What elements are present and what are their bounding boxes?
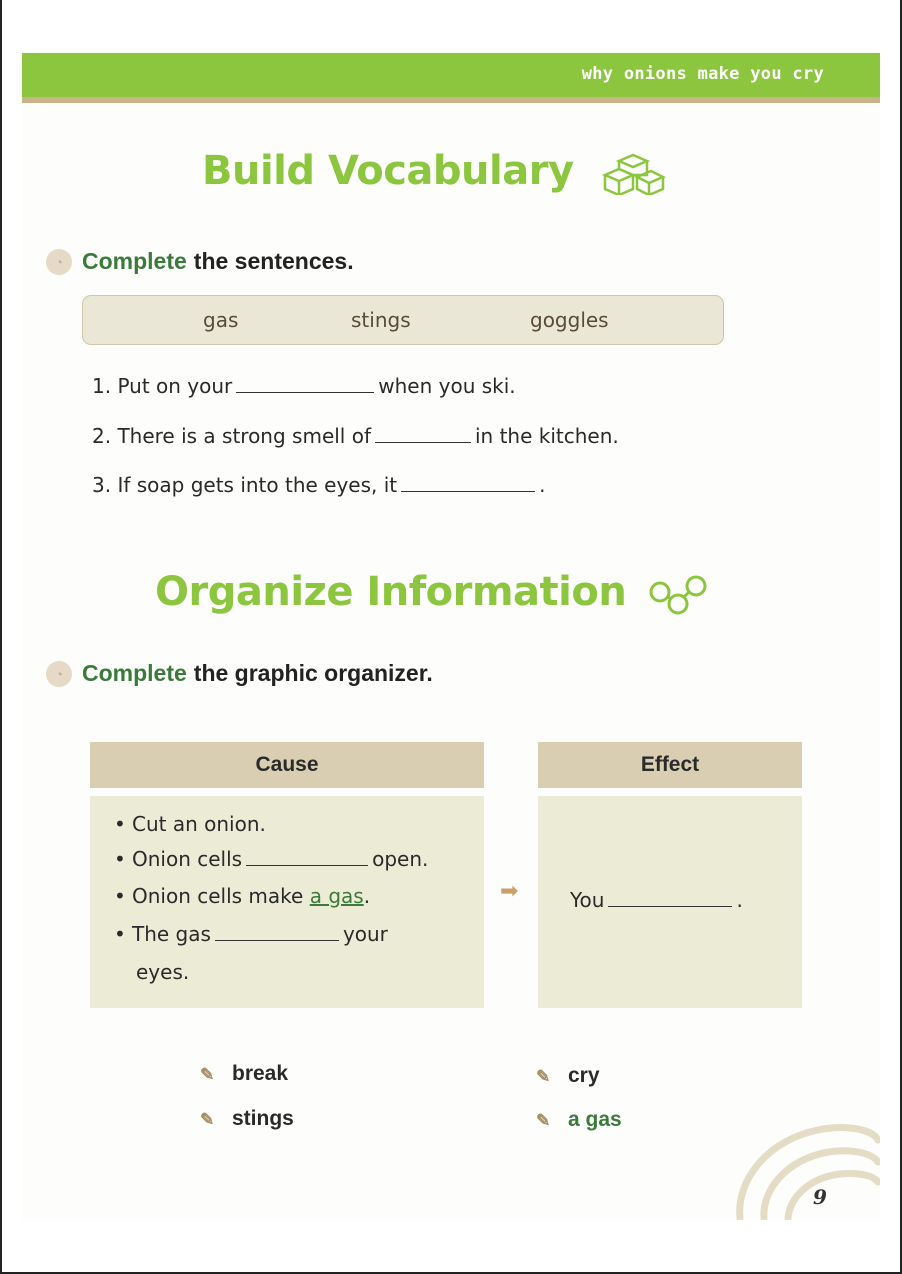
answer-blank[interactable] (215, 923, 339, 941)
instruction-emphasis: Complete (82, 660, 187, 686)
word-bank-item: gas (203, 308, 239, 332)
effect-item (570, 888, 743, 912)
sentence-text: 2. There is a strong smell of (92, 424, 371, 448)
answer-text: cry (568, 1064, 600, 1087)
cause-item: • Onion cells open. (114, 847, 429, 871)
instruction-text: the sentences. (193, 248, 354, 274)
effect-header: Effect (538, 742, 802, 788)
pencil-icon: ✎ (200, 1065, 215, 1084)
top-banner (22, 53, 880, 103)
sentence-text: . (539, 473, 546, 497)
cause-text: The gas (132, 922, 211, 946)
cause-header: Cause (90, 742, 484, 788)
sentence-text: when you ski. (378, 374, 516, 398)
word-bank-item: goggles (530, 308, 609, 332)
organize-title-text: Organize Information (155, 569, 627, 615)
vocabulary-instruction (46, 248, 354, 275)
instruction-emphasis: Complete (82, 248, 187, 274)
sentence-text: in the kitchen. (475, 424, 619, 448)
vocabulary-title-text: Build Vocabulary (202, 148, 574, 194)
linked-circles-icon (648, 572, 712, 616)
cause-text: . (363, 884, 371, 908)
cause-item: • The gas your (114, 922, 388, 946)
answer-choice[interactable] (536, 1108, 622, 1132)
pencil-icon: ✎ (536, 1111, 551, 1130)
word-bank-item: stings (351, 308, 411, 332)
step-icon: ◔ (46, 249, 72, 275)
answer-choice[interactable] (200, 1062, 288, 1086)
answer-blank[interactable] (401, 474, 535, 492)
answer-text: break (232, 1062, 289, 1085)
answer-choice[interactable] (536, 1064, 600, 1088)
section-title-vocabulary (202, 148, 667, 195)
filled-answer: a gas (309, 884, 364, 908)
effect-text: . (736, 888, 743, 912)
cause-text: Onion cells make (132, 884, 304, 908)
answer-text: a gas (568, 1108, 622, 1131)
pencil-icon: ✎ (536, 1067, 551, 1086)
building-blocks-icon (597, 151, 667, 195)
organizer-instruction (46, 660, 433, 687)
cause-item: • Cut an onion. (114, 812, 266, 836)
word-bank (82, 295, 724, 345)
sentence-2 (92, 424, 619, 448)
decorative-swirl (728, 1110, 880, 1220)
arrow-right-icon: ➡ (500, 879, 519, 904)
sentence-text: 3. If soap gets into the eyes, it (92, 473, 398, 497)
answer-blank[interactable] (375, 425, 471, 443)
cause-text: Cut an onion. (132, 812, 266, 836)
answer-choice[interactable] (200, 1107, 294, 1131)
answer-blank[interactable] (608, 889, 732, 907)
page-number: 9 (813, 1185, 827, 1209)
instruction-text: the graphic organizer. (193, 660, 433, 686)
pencil-icon: ✎ (200, 1110, 215, 1129)
answer-text: stings (232, 1107, 294, 1130)
answer-blank[interactable] (236, 375, 374, 393)
page-paper (22, 50, 880, 1220)
section-title-organize (155, 569, 712, 616)
cause-text: Onion cells (132, 847, 243, 871)
cause-item: • Onion cells make a gas. (114, 884, 371, 908)
cause-text: your (342, 922, 388, 946)
cause-continuation: eyes. (136, 960, 190, 984)
banner-title: why onions make you cry (581, 64, 824, 84)
sentence-1 (92, 374, 516, 398)
answer-blank[interactable] (246, 848, 368, 866)
effect-text: You (570, 888, 605, 912)
sentence-text: 1. Put on your (92, 374, 233, 398)
cause-text: open. (372, 847, 429, 871)
sentence-3 (92, 473, 546, 497)
step-icon: ◔ (46, 661, 72, 687)
